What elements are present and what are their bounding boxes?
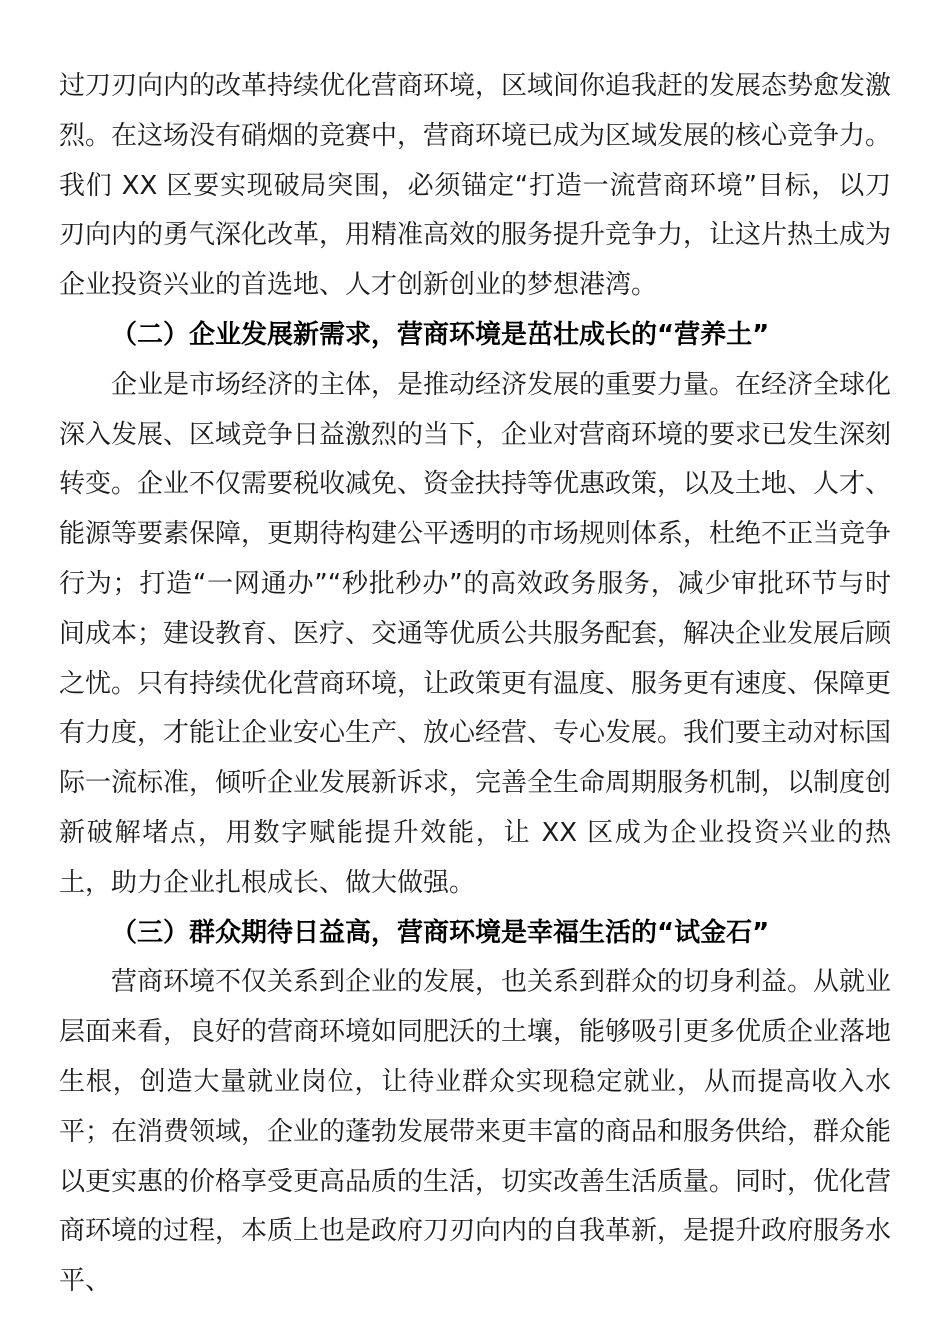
section-heading-3: （三）群众期待日益高，营商环境是幸福生活的“试金石” <box>111 917 770 948</box>
body-paragraph-2: 企业是市场经济的主体，是推动经济发展的重要力量。在经济全球化深入发展、区域竞争日益激烈的当下，企业对营商环境的要求已发生深刻转变。企业不仅需要税收减免、资金扶持等优惠政策，以及土地、人才、能源等要素保障，更期待构建公平透明的市场规则体系，杜绝不正当竞争行为；打造“一网通办”“秒批秒办”的高效政务服务，减少审批环节与时间成本；建设教育、医疗、交通等优质公共服务配套，解决企业发展后顾之忧。只有持续优化营商环境，让政策更有温度、服务更有速度、保障更有力度，才能让企业安心生产、放心经营、专心发展。我们要主动对标国际一流标准，倾听企业发展新诉求，完善全生命周期服务机制，以制度创新破解堵点，用数字赋能提升效能，让 XX 区成为企业投资兴业的热土，助力企业扎根成长、做大做强。 <box>59 369 892 898</box>
document-page <box>59 62 891 1307</box>
body-paragraph-3: 营商环境不仅关系到企业的发展，也关系到群众的切身利益。从就业层面来看，良好的营商环境如同肥沃的土壤，能够吸引更多优质企业落地生根，创造大量就业岗位，让待业群众实现稳定就业，从而提高收入水平；在消费领域，企业的蓬勃发展带来更丰富的商品和服务供给，群众能以更实惠的价格享受更高品质的生活，切实改善生活质量。同时，优化营商环境的过程，本质上也是政府刀刃向内的自我革新，是提升政府服务水平、 <box>59 967 892 1297</box>
section-heading-2: （二）企业发展新需求，营商环境是茁壮成长的“营养土” <box>111 319 770 350</box>
body-paragraph-1: 过刀刃向内的改革持续优化营商环境，区域间你追我赶的发展态势愈发激烈。在这场没有硝烟的竞赛中，营商环境已成为区域发展的核心竞争力。我们 XX 区要实现破局突围，必须锚定“打造一流营商环境”目标，以刀刃向内的勇气深化改革，用精准高效的服务提升竞争力，让这片热土成为企业投资兴业的首选地、人才创新创业的梦想港湾。 <box>59 71 892 301</box>
